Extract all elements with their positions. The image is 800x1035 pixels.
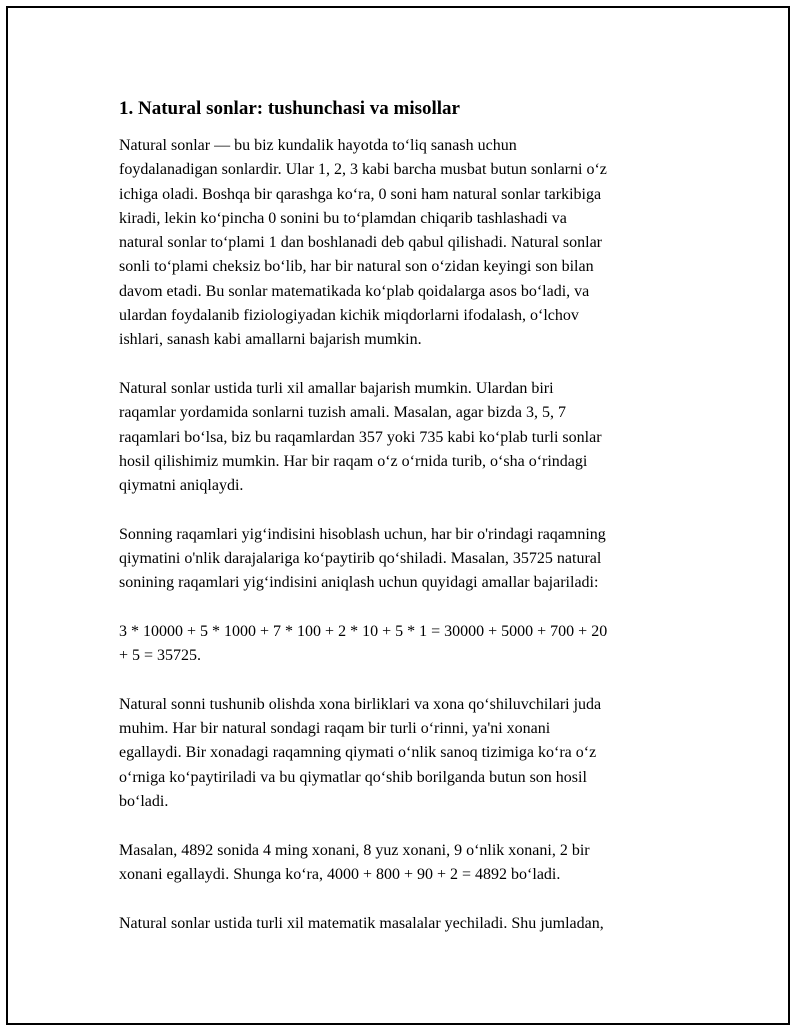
section-heading: 1. Natural sonlar: tushunchasi va misollar [119, 98, 460, 119]
paragraph-example: Masalan, 4892 sonida 4 ming xonani, 8 yuz xonani, 9 o‘nlik xonani, 2 bir xonani egallaydi. Shunga ko‘ra, 4000 + 800 + 90 + 2 = 4892 bo‘ladi. [119, 841, 590, 883]
paragraph-continuation: Natural sonlar ustida turli xil matematik masalalar yechiladi. Shu jumladan, [119, 914, 604, 932]
paragraph-place-values: Natural sonni tushunib olishda xona birliklari va xona qo‘shiluvchilari juda muhim. Har bir natural sondagi raqam bir turli o‘rinni, ya'ni xonani egallaydi. Bir xonadagi raqamning qiymati o‘nlik sanoq tizimiga ko‘ra o‘z o‘rniga ko‘paytiriladi va bu qiymatlar qo‘shib borilganda butun son hosil bo‘ladi. [119, 695, 602, 811]
paragraph-operations: Natural sonlar ustida turli xil amallar bajarish mumkin. Ulardan biri raqamlar yordamida sonlarni tuzish amali. Masalan, agar bizda 3, 5, 7 raqamlari bo‘lsa, biz bu raqamlardan 357 yoki 735 kabi ko‘plab turli sonlar hosil qilishimiz mumkin. Har bir raqam o‘z o‘rnida turib, o‘sha o‘rindagi qiymatni aniqlaydi. [119, 379, 602, 495]
paragraph-digit-sum: Sonning raqamlari yig‘indisini hisoblash uchun, har bir o'rindagi raqamning qiymatini o'nlik darajalariga ko‘paytirib qo‘shiladi. Masalan, 35725 natural sonining raqamlari yig‘indisini aniqlash uchun quyidagi amallar bajariladi: [119, 525, 606, 592]
document-body [119, 96, 699, 960]
paragraph-formula: 3 * 10000 + 5 * 1000 + 7 * 100 + 2 * 10 + 5 * 1 = 30000 + 5000 + 700 + 20 + 5 = 35725. [119, 622, 608, 665]
paragraph-definition: Natural sonlar — bu biz kundalik hayotda to‘liq sanash uchun foydalanadigan sonlardir. Ular 1, 2, 3 kabi barcha musbat butun sonlarni o‘z ichiga oladi. Boshqa bir qarashga ko‘ra, 0 soni ham natural sonlar tarkibiga kiradi, lekin ko‘pincha 0 sonini bu to‘plamdan chiqarib tashlashadi va natural sonlar to‘plami 1 dan boshlanadi deb qabul qilishadi. Natural sonlar sonli to‘plami cheksiz bo‘lib, har bir natural son o‘zidan keyingi son bilan davom etadi. Bu sonlar matematikada ko‘plab qoidalarga asos bo‘ladi, va ulardan foydalanib fiziologiyadan kichik miqdorlarni ifodalash, o‘lchov ishlari, sanash kabi amallarni bajarish mumkin. [119, 137, 607, 349]
page-frame [6, 6, 790, 1025]
